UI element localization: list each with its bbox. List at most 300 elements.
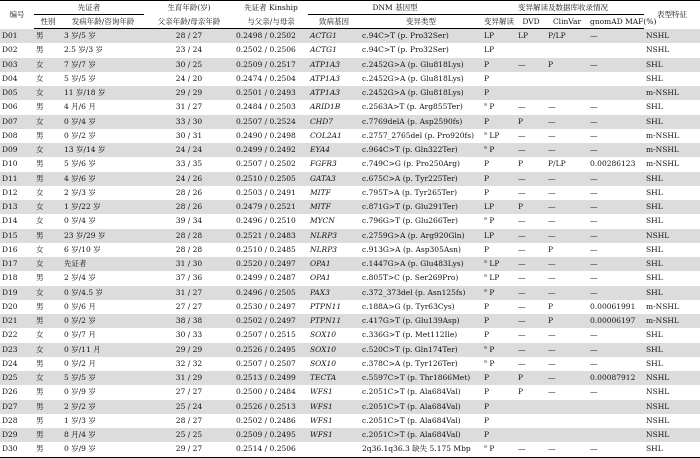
cell-dvd: — xyxy=(518,130,526,140)
table-row xyxy=(0,186,700,200)
table-row xyxy=(0,442,700,457)
header-row-1 xyxy=(0,1,700,15)
cell-dvd: P xyxy=(518,387,524,397)
cell-phenotype: SHL xyxy=(646,102,663,112)
table-row xyxy=(0,286,700,300)
cell-gene: PTPN11 xyxy=(310,301,342,311)
cell-sex: 女 xyxy=(34,257,62,271)
cell-clinvar: — xyxy=(546,115,588,129)
cell-sex: 男 xyxy=(36,130,44,140)
cell-gene: PTPN11 xyxy=(308,314,360,328)
cell-interp xyxy=(482,86,516,100)
cell-sex: 女 xyxy=(34,343,62,357)
cell-parent-age: 27 / 27 xyxy=(175,387,203,397)
cell-id: D21 xyxy=(0,314,34,328)
cell-parent-age: 23 / 24 xyxy=(175,45,203,55)
cell-parent-age: 31 / 27 xyxy=(175,102,203,112)
cell-variant: c.7769delA (p. Asp2590fs) xyxy=(360,115,482,129)
table-row xyxy=(0,72,700,86)
cell-onset: 2 岁/3 岁 xyxy=(64,187,96,197)
cell-gnomad: — xyxy=(590,330,598,340)
cell-clinvar: — xyxy=(546,143,588,157)
cell-clinvar: — xyxy=(546,257,588,271)
cell-interp xyxy=(482,371,516,385)
cell-kinship: 0.2509 / 0.2517 xyxy=(234,58,308,72)
header-parent-age-sub: 父亲年龄/母亲年龄 xyxy=(144,15,234,29)
cell-parent-age: 30 / 33 xyxy=(175,330,203,340)
cell-interp xyxy=(482,72,516,86)
cell-clinvar: — xyxy=(548,130,556,140)
table-row xyxy=(0,357,700,371)
cell-sex: 女 xyxy=(36,330,44,340)
cell-gene: WFS1 xyxy=(308,400,360,414)
cell-gene: PAX3 xyxy=(308,286,360,300)
cell-dvd: — xyxy=(516,442,546,457)
interp-value: P xyxy=(484,244,490,254)
cell-variant: c.2563A>T (p. Arg855Ter) xyxy=(362,102,463,112)
cell-gene: ATP1A3 xyxy=(308,58,360,72)
cell-parent-age: 30 / 25 xyxy=(144,58,234,72)
interp-footnote-mark: a xyxy=(484,358,487,365)
cell-interp xyxy=(482,442,516,457)
table-row xyxy=(0,257,700,271)
cell-onset: 4 岁/6 岁 xyxy=(62,172,144,186)
cell-onset: 0 岁/2 岁 xyxy=(64,130,96,140)
cell-parent-age: 39 / 34 xyxy=(175,216,203,226)
cell-clinvar: — xyxy=(546,229,588,243)
cell-dvd: — xyxy=(518,301,526,311)
cell-gnomad xyxy=(588,414,644,428)
cell-onset: 1 岁/3 岁 xyxy=(64,415,96,425)
cell-dvd xyxy=(516,414,546,428)
cell-id: D19 xyxy=(0,286,34,300)
cell-gene: OPA1 xyxy=(310,273,331,283)
cell-gnomad: — xyxy=(588,58,644,72)
cell-parent-age: 31 / 29 xyxy=(144,371,234,385)
cell-interp xyxy=(482,186,516,200)
cell-onset: 5 岁/5 岁 xyxy=(62,371,144,385)
cell-dvd: — xyxy=(516,286,546,300)
cell-kinship: 0.2507 / 0.2515 xyxy=(236,330,296,340)
cell-gene: MYCN xyxy=(310,216,335,226)
cell-gene: SOX10 xyxy=(308,343,360,357)
cell-parent-age: 24 / 20 xyxy=(175,73,203,83)
cell-sex: 女 xyxy=(34,86,62,100)
cell-interp xyxy=(482,200,516,214)
cell-clinvar: — xyxy=(548,187,556,197)
cell-gene: ACTG1 xyxy=(310,45,337,55)
cell-gnomad xyxy=(588,400,644,414)
table-row xyxy=(0,428,700,442)
cell-sex: 女 xyxy=(36,216,44,226)
cell-sex: 女 xyxy=(34,115,62,129)
interp-footnote-mark: a xyxy=(484,443,487,450)
cell-clinvar xyxy=(546,72,588,86)
cell-id: D06 xyxy=(2,102,18,112)
cell-kinship: 0.2498 / 0.2502 xyxy=(234,29,308,44)
table-row xyxy=(0,214,700,228)
cell-interp xyxy=(482,286,516,300)
cell-id: D03 xyxy=(0,58,34,72)
cell-clinvar: — xyxy=(548,216,556,226)
cell-phenotype: NSHL xyxy=(646,415,670,425)
header-proband: 先证者 xyxy=(34,1,144,15)
cell-phenotype: SHL xyxy=(646,73,663,83)
cell-interp xyxy=(482,314,516,328)
interp-value: LP xyxy=(489,273,500,283)
cell-clinvar: — xyxy=(548,102,556,112)
interp-value: LP xyxy=(484,230,495,240)
cell-phenotype: SHL xyxy=(646,216,663,226)
cell-id: D12 xyxy=(2,187,18,197)
cell-interp xyxy=(482,214,516,228)
cell-gnomad xyxy=(588,428,644,442)
cell-phenotype: SHL xyxy=(646,273,663,283)
interp-footnote-mark: a xyxy=(484,344,487,350)
cell-onset: 4 月/6 月 xyxy=(64,102,96,112)
cell-variant: c.2051C>T (p. Ala684Val) xyxy=(360,428,482,442)
cell-onset: 5 岁/6 岁 xyxy=(64,159,96,169)
cell-gnomad: — xyxy=(588,200,644,214)
cell-sex: 男 xyxy=(34,172,62,186)
cell-clinvar: — xyxy=(546,343,588,357)
cell-id: D09 xyxy=(0,143,34,157)
cell-kinship: 0.2521 / 0.2483 xyxy=(234,229,308,243)
cell-parent-age: 29 / 29 xyxy=(144,343,234,357)
table-row xyxy=(0,172,700,186)
interp-value: P xyxy=(484,387,490,397)
header-variant: 变异类型 xyxy=(360,15,482,29)
cell-kinship: 0.2507 / 0.2502 xyxy=(236,159,296,169)
header-onset: 发病年龄/咨询年龄 xyxy=(62,15,144,29)
cell-sex: 女 xyxy=(34,58,62,72)
cell-sex: 女 xyxy=(34,143,62,157)
cell-parent-age: 24 / 24 xyxy=(144,143,234,157)
cell-variant: c.2452G>A (p. Glu818Lys) xyxy=(360,58,482,72)
cell-kinship: 0.2499 / 0.2487 xyxy=(236,273,296,283)
cell-onset: 2 岁/2 岁 xyxy=(62,400,144,414)
cell-variant: c.2051C>T (p. Ala684Val) xyxy=(362,415,461,425)
cell-variant: c.94C>T (p. Pro32Ser) xyxy=(360,29,482,44)
cell-clinvar xyxy=(546,43,588,57)
cell-id: D11 xyxy=(0,172,34,186)
cell-clinvar: — xyxy=(548,330,556,340)
table-row xyxy=(0,385,700,399)
interp-value: P xyxy=(484,301,490,311)
cell-variant: c.188A>G (p. Tyr63Cys) xyxy=(362,301,455,311)
cell-onset: 0 岁/4.5 岁 xyxy=(62,286,144,300)
interp-footnote-mark: a xyxy=(484,130,487,137)
cell-clinvar: P/LP xyxy=(548,159,566,169)
cell-gene: CHD7 xyxy=(308,115,360,129)
cell-gene: WFS1 xyxy=(310,387,333,397)
cell-dvd: P xyxy=(516,371,546,385)
cell-sex: 男 xyxy=(34,229,62,243)
cell-gene: ATP1A3 xyxy=(310,73,341,83)
cell-gene xyxy=(308,442,360,457)
cell-id: D17 xyxy=(0,257,34,271)
table-row xyxy=(0,400,700,414)
cell-kinship: 0.2474 / 0.2504 xyxy=(236,73,296,83)
cell-gene: EYA4 xyxy=(308,143,360,157)
table-row xyxy=(0,371,700,385)
cell-kinship: 0.2509 / 0.2495 xyxy=(234,428,308,442)
cell-gene: ACTG1 xyxy=(308,29,360,44)
cell-variant: c.5597C>T (p. Thr1866Met) xyxy=(360,371,482,385)
cell-onset: 0 岁/7 月 xyxy=(64,330,96,340)
cell-kinship: 0.2507 / 0.2524 xyxy=(234,115,308,129)
cell-interp xyxy=(482,29,516,44)
cell-gnomad: — xyxy=(590,102,598,112)
interp-value: P xyxy=(484,173,490,183)
cell-id: D13 xyxy=(0,200,34,214)
cell-kinship: 0.2502 / 0.2486 xyxy=(236,415,296,425)
cell-gnomad: — xyxy=(588,286,644,300)
cell-dvd: — xyxy=(518,187,526,197)
cell-dvd: — xyxy=(518,216,526,226)
cell-phenotype: m-NSHL xyxy=(644,143,700,157)
cell-variant: c.964C>T (p. Gln322Ter) xyxy=(360,143,482,157)
interp-value: P xyxy=(484,159,490,169)
table-row xyxy=(0,29,700,44)
cell-sex: 男 xyxy=(34,314,62,328)
table-row xyxy=(0,328,700,342)
cell-interp xyxy=(482,343,516,357)
cell-gene: SOX10 xyxy=(310,358,337,368)
cell-phenotype: NSHL xyxy=(644,29,700,44)
table-row xyxy=(0,200,700,214)
interp-footnote-mark: a xyxy=(484,101,487,108)
cell-parent-age: 25 / 25 xyxy=(144,428,234,442)
cell-parent-age: 38 / 38 xyxy=(144,314,234,328)
cell-kinship: 0.2530 / 0.2497 xyxy=(236,301,296,311)
cell-interp xyxy=(482,157,516,171)
header-phenotype: 表型特征 xyxy=(644,1,700,29)
header-interp: 变异解读 xyxy=(482,15,516,29)
header-row-2 xyxy=(0,15,700,29)
cell-phenotype: SHL xyxy=(644,286,700,300)
cell-gnomad: 0.00061991 xyxy=(590,301,636,311)
cell-dvd: — xyxy=(516,343,546,357)
cell-variant: c.336G>T (p. Met112Ile) xyxy=(362,330,458,340)
cell-parent-age: 32 / 32 xyxy=(175,358,203,368)
interp-value: P xyxy=(484,373,490,382)
cell-onset: 3 岁/5 岁 xyxy=(62,29,144,44)
cell-sex: 女 xyxy=(34,286,62,300)
cell-onset: 7 岁/7 岁 xyxy=(62,58,144,72)
cell-parent-age: 29 / 29 xyxy=(144,86,234,100)
cell-variant: c.372_373del (p. Asn125fs) xyxy=(360,286,482,300)
cell-id: D08 xyxy=(2,130,18,140)
cell-parent-age: 33 / 35 xyxy=(175,159,203,169)
interp-footnote-mark: a xyxy=(484,144,487,151)
cell-phenotype: m-NSHL xyxy=(644,314,700,328)
cell-interp xyxy=(482,115,516,129)
table-row xyxy=(0,243,700,257)
cell-variant: c.871G>T (p. Glu291Ter) xyxy=(360,200,482,214)
cell-dvd: — xyxy=(518,244,526,254)
table-row xyxy=(0,43,700,57)
cell-kinship: 0.2496 / 0.2510 xyxy=(236,216,296,226)
cell-gnomad: — xyxy=(588,115,644,129)
cell-kinship: 0.2513 / 0.2499 xyxy=(234,371,308,385)
cell-id: D15 xyxy=(0,229,34,243)
cell-variant: c.2051C>T (p. Ala684Val) xyxy=(362,387,461,397)
cell-variant: c.417G>T (p. Glu139Asp) xyxy=(360,314,482,328)
cell-dvd xyxy=(516,43,546,57)
header-gnomad: gnomAD MAF(%) xyxy=(588,15,644,29)
cell-phenotype: SHL xyxy=(644,442,700,457)
cell-gene: WFS1 xyxy=(310,415,333,425)
cell-onset: 2.5 岁/3 岁 xyxy=(64,45,103,55)
cell-dvd xyxy=(516,400,546,414)
cell-id: D23 xyxy=(0,343,34,357)
interp-value: P xyxy=(489,444,495,454)
cell-interp xyxy=(482,385,516,399)
cell-phenotype: NSHL xyxy=(644,428,700,442)
cell-clinvar: P/LP xyxy=(546,29,588,44)
cell-gnomad xyxy=(588,43,644,57)
cell-gnomad: — xyxy=(590,387,598,397)
cell-phenotype: NSHL xyxy=(646,45,670,55)
cell-interp xyxy=(482,129,516,143)
cell-clinvar: P xyxy=(546,314,588,328)
cell-gnomad: — xyxy=(588,257,644,271)
cell-sex: 女 xyxy=(36,244,44,254)
cell-clinvar: — xyxy=(548,387,556,397)
cell-gnomad: — xyxy=(588,143,644,157)
cell-interp xyxy=(482,414,516,428)
header-gene: 致病基因 xyxy=(308,15,360,29)
cell-dvd xyxy=(516,428,546,442)
cell-gene: GATA3 xyxy=(308,172,360,186)
cell-sex: 女 xyxy=(36,73,44,83)
header-interp-group: 变异解读及数据库收录情况 xyxy=(482,1,644,15)
table-row xyxy=(0,157,700,171)
cell-kinship: 0.2526 / 0.2513 xyxy=(234,400,308,414)
table-row xyxy=(0,86,700,100)
interp-value: LP xyxy=(489,259,500,268)
cell-sex: 男 xyxy=(36,387,44,397)
cell-id: D20 xyxy=(2,301,18,311)
cell-sex: 男 xyxy=(36,102,44,112)
header-parent-age: 生育年龄(岁) xyxy=(144,1,234,15)
table-row xyxy=(0,143,700,157)
cell-parent-age: 28 / 28 xyxy=(175,244,203,254)
cell-phenotype: m-NSHL xyxy=(644,86,700,100)
cell-id: D25 xyxy=(0,371,34,385)
cell-phenotype: m-NSHL xyxy=(646,159,679,169)
cell-variant: c.805T>C (p. Ser269Pro) xyxy=(362,273,459,283)
cell-onset: 0 岁/4 岁 xyxy=(64,216,96,226)
header-dna-group: DNM 基因型 xyxy=(308,1,482,15)
table-row xyxy=(0,271,700,285)
cell-interp xyxy=(482,43,516,57)
cell-kinship: 0.2500 / 0.2484 xyxy=(236,387,296,397)
cell-parent-age: 37 / 36 xyxy=(175,273,203,283)
cell-id: D30 xyxy=(0,442,34,457)
cell-id: D29 xyxy=(0,428,34,442)
cell-sex: 男 xyxy=(36,273,44,283)
header-kinship-sub: 与父亲/与母亲 xyxy=(234,15,308,29)
cell-parent-age: 28 / 27 xyxy=(144,29,234,44)
interp-footnote-mark: a xyxy=(484,215,487,222)
cell-id: D26 xyxy=(2,387,18,397)
interp-value: P xyxy=(489,287,495,297)
cell-onset: 13 岁/14 岁 xyxy=(62,143,144,157)
cell-dvd xyxy=(516,72,546,86)
cell-variant: c.913G>A (p. Asp305Asn) xyxy=(362,244,461,254)
table-row xyxy=(0,314,700,328)
interp-value: P xyxy=(484,401,490,411)
cell-parent-age: 28 / 26 xyxy=(175,187,203,197)
cell-dvd: P xyxy=(518,159,524,169)
cell-id: D07 xyxy=(0,115,34,129)
cell-gene: SOX10 xyxy=(310,330,337,340)
interp-value: P xyxy=(484,430,490,439)
cell-variant: c.795T>A (p. Tyr265Ter) xyxy=(362,187,457,197)
cell-parent-age: 31 / 27 xyxy=(144,286,234,300)
interp-value: P xyxy=(484,316,490,325)
cell-interp xyxy=(482,229,516,243)
cell-sex: 男 xyxy=(34,428,62,442)
interp-value: P xyxy=(484,73,490,83)
interp-value: P xyxy=(489,358,495,368)
cell-onset: 11 岁/18 岁 xyxy=(62,86,144,100)
header-clinvar: ClinVar xyxy=(546,15,588,29)
cell-interp xyxy=(482,357,516,371)
cell-interp xyxy=(482,328,516,342)
cell-onset: 6 岁/10 岁 xyxy=(64,244,101,254)
cell-onset: 0 岁/4 岁 xyxy=(62,115,144,129)
cell-gnomad xyxy=(588,72,644,86)
cell-gene: MITF xyxy=(308,200,360,214)
cell-parent-age: 24 / 26 xyxy=(144,172,234,186)
cell-dvd: — xyxy=(516,314,546,328)
cell-clinvar xyxy=(546,414,588,428)
cell-clinvar: P xyxy=(546,58,588,72)
cell-clinvar: P xyxy=(548,244,554,254)
cell-phenotype: SHL xyxy=(646,187,663,197)
cell-dvd: — xyxy=(516,229,546,243)
table-row xyxy=(0,229,700,243)
cell-id: D28 xyxy=(2,415,18,425)
cell-gene: MITF xyxy=(310,187,331,197)
cell-gnomad: — xyxy=(588,172,644,186)
cell-gnomad: — xyxy=(590,244,598,254)
cell-onset: 先证者 xyxy=(62,257,144,271)
cell-id: D05 xyxy=(0,86,34,100)
cell-gnomad: — xyxy=(588,29,644,44)
cell-clinvar: — xyxy=(546,442,588,457)
cell-gene: ATP1A3 xyxy=(308,86,360,100)
cell-interp xyxy=(482,143,516,157)
cell-kinship: 0.2510 / 0.2485 xyxy=(236,244,296,254)
cell-parent-age: 27 / 27 xyxy=(175,301,203,311)
cell-dvd: — xyxy=(516,172,546,186)
cell-sex: 男 xyxy=(36,358,44,368)
cell-clinvar xyxy=(546,400,588,414)
cell-id: D27 xyxy=(0,400,34,414)
cell-id: D16 xyxy=(2,244,18,254)
cell-variant: c.1447G>A (p. Glu483Lys) xyxy=(360,257,482,271)
interp-value: LP xyxy=(484,202,495,211)
cell-variant: c.520C>T (p. Gln174Ter) xyxy=(360,343,482,357)
cell-parent-age: 25 / 24 xyxy=(144,400,234,414)
cell-gnomad: 0.00006197 xyxy=(588,314,644,328)
interp-footnote-mark: a xyxy=(484,258,487,265)
cell-parent-age: 29 / 27 xyxy=(144,442,234,457)
